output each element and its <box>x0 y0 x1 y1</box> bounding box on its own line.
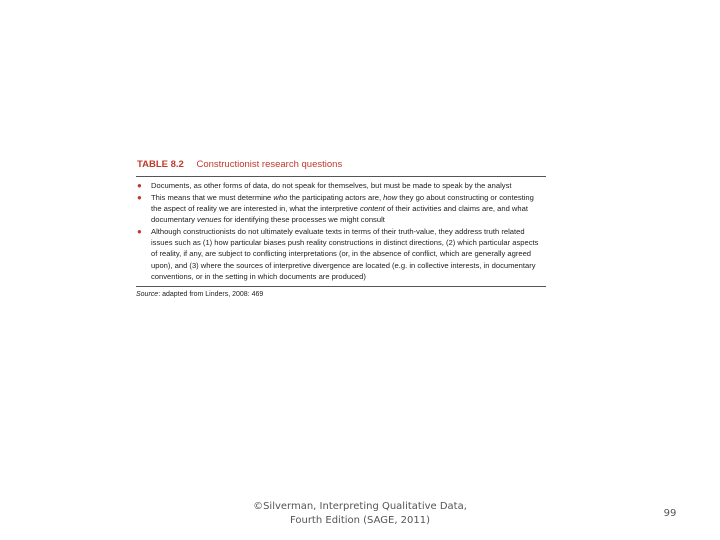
source-label: Source <box>136 291 159 299</box>
bullet-item <box>136 192 546 226</box>
bullet-dot-icon: ● <box>137 181 142 190</box>
bullet-text: This means that we must determine <box>151 192 274 202</box>
bullet-emphasis: venues <box>197 215 222 225</box>
footer-line-2: Fourth Edition (SAGE, 2011) <box>289 515 431 526</box>
bullet-emphasis: content <box>359 203 385 213</box>
bullet-dot-icon: ● <box>137 226 142 236</box>
footer-citation <box>240 500 480 528</box>
bullet-emphasis: who <box>273 192 288 202</box>
bullet-text: for identifying these processes we might consult <box>221 215 385 225</box>
table-caption <box>136 158 546 172</box>
page-number: 99 <box>663 508 677 519</box>
table-label: TABLE 8.2 <box>137 159 184 170</box>
table-title: Constructionist research questions <box>196 159 343 170</box>
source-text: : adapted from Linders, 2008: 469 <box>158 291 264 299</box>
bullet-text: of their activities and claims are, and what documentary <box>151 203 528 225</box>
bullet-text: the participating actors are, <box>287 192 384 202</box>
bullet-list <box>136 177 546 282</box>
table-bottom-rule <box>136 286 546 287</box>
bullet-text: Although constructionists do not ultimately evaluate texts in terms of their truth-value, they address truth related issues such as (1) how particular biases push reality constructions in distinct directions, (2) which particular aspects of reality, if any, are subject to conflicting interpretations (or, in the absence of conflict, which are generally agreed upon), and (3) where the sources of interpretive divergence are located (e.g. in collective interests, in documentary conventions, or in the setting in which documents are produced) <box>151 226 539 281</box>
bullet-item <box>136 226 546 282</box>
table-source <box>136 289 546 300</box>
bullet-text: they go about constructing or contesting the aspect of reality we are interested in, what the interpretive <box>151 192 534 213</box>
bullet-dot-icon: ● <box>137 192 142 202</box>
table-8-2 <box>136 158 546 300</box>
bullet-emphasis: how <box>383 192 398 202</box>
bullet-item <box>136 180 546 191</box>
footer-line-1: ©Silverman, Interpreting Qualitative Data, <box>253 501 467 512</box>
bullet-text: Documents, as other forms of data, do not speak for themselves, but must be made to speak by the analyst <box>151 181 512 190</box>
